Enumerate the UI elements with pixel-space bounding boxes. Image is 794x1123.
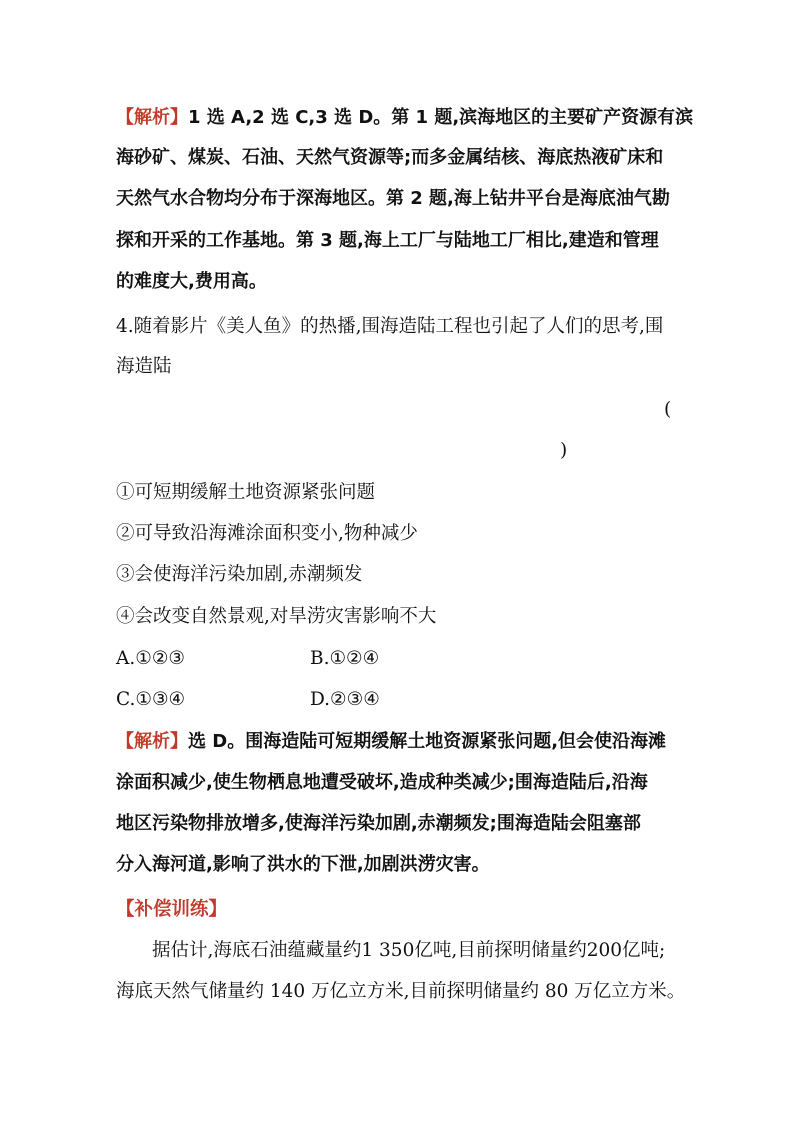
supplement-line-1: 据估计,海底石油蕴藏量约1 350亿吨,目前探明储量约200亿吨; (152, 940, 666, 961)
statement-2: ②可导致沿海滩涂面积变小,物种减少 (116, 523, 418, 544)
answer-paren-close: ) (560, 440, 568, 461)
analysis-2-line-4: 分入海河道,影响了洪水的下泄,加剧洪涝灾害。 (116, 854, 490, 875)
option-d: D.②③④ (310, 689, 380, 710)
question-4-line-1: 4.随着影片《美人鱼》的热播,围海造陆工程也引起了人们的思考,围 (116, 316, 664, 337)
supplement-heading (116, 897, 227, 923)
answer-paren-open: ( (664, 399, 672, 420)
analysis-2-line-1: 【解析】选 D。围海造陆可短期缓解土地资源紧张问题,但会使沿海滩 (116, 731, 667, 752)
analysis-tag: 【解析】 (116, 107, 188, 128)
analysis-1-line-3: 天然气水合物均分布于深海地区。第 2 题,海上钻井平台是海底油气勘 (116, 188, 670, 209)
statement-4: ④会改变自然景观,对旱涝灾害影响不大 (116, 606, 437, 627)
supplement-line-2: 海底天然气储量约 140 万亿立方米,目前探明储量约 80 万亿立方米。 (116, 981, 686, 1002)
supplement-tag: 【补偿训练】 (116, 899, 228, 920)
statement-3: ③会使海洋污染加剧,赤潮频发 (116, 564, 363, 585)
analysis-1-line-2: 海砂矿、煤炭、石油、天然气资源等;而多金属结核、海底热液矿床和 (116, 147, 664, 168)
option-a: A.①②③ (116, 648, 185, 669)
analysis-2-line-3: 地区污染物排放增多,使海洋污染加剧,赤潮频发;围海造陆会阻塞部 (116, 813, 641, 834)
statement-1: ①可短期缓解土地资源紧张问题 (116, 482, 376, 503)
analysis-tag: 【解析】 (116, 731, 188, 752)
question-4-line-2: 海造陆 (116, 356, 172, 377)
option-b: B.①②④ (310, 648, 380, 669)
analysis-1-line-5: 的难度大,费用高。 (116, 271, 267, 292)
option-c: C.①③④ (116, 689, 186, 710)
analysis-1-line-1: 【解析】1 选 A,2 选 C,3 选 D。第 1 题,滨海地区的主要矿产资源有滨 (116, 107, 694, 128)
analysis-2-line-2: 涂面积减少,使生物栖息地遭受破坏,造成种类减少;围海造陆后,沿海 (116, 772, 648, 793)
analysis-1-line-4: 探和开采的工作基地。第 3 题,海上工厂与陆地工厂相比,建造和管理 (116, 230, 659, 251)
